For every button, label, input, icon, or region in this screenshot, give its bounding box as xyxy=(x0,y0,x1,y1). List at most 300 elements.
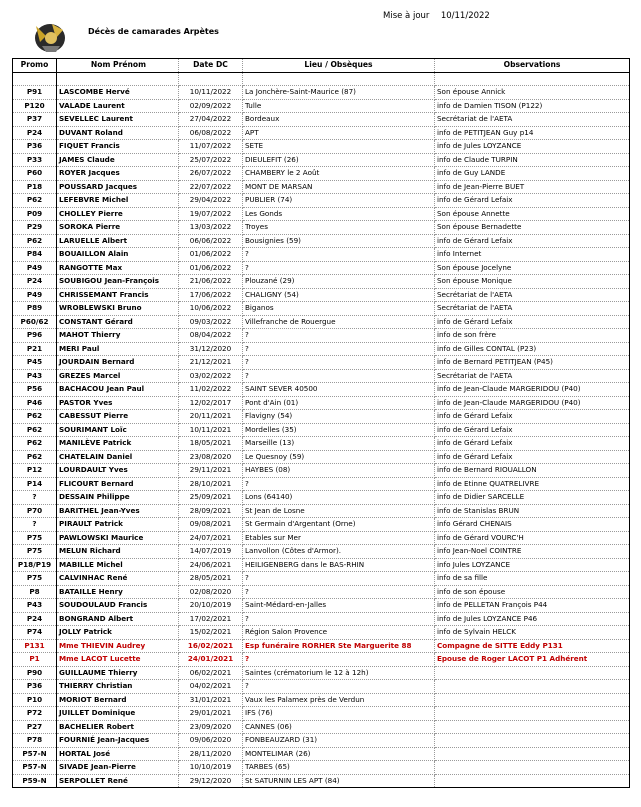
name-cell: LOURDAULT Yves xyxy=(57,464,179,478)
date-cell: 20/11/2021 xyxy=(179,410,243,424)
promo-cell: P72 xyxy=(13,707,57,721)
promo-cell: P49 xyxy=(13,288,57,302)
observation-cell: Son épouse Monique xyxy=(435,275,630,289)
place-cell: ? xyxy=(243,342,435,356)
table-row xyxy=(13,612,630,626)
observation-cell: info de Jules LOYZANCE xyxy=(435,140,630,154)
place-cell: ? xyxy=(243,356,435,370)
table-row xyxy=(13,315,630,329)
place-cell: St SATURNIN LES APT (84) xyxy=(243,774,435,788)
name-cell: MORIOT Bernard xyxy=(57,693,179,707)
name-cell: BACHACOU Jean Paul xyxy=(57,383,179,397)
observation-cell: info de Jean-Pierre BUET xyxy=(435,180,630,194)
column-header-date: Date DC xyxy=(179,59,243,73)
table-row xyxy=(13,720,630,734)
name-cell: Mme LACOT Lucette xyxy=(57,653,179,667)
name-cell: GREZES Marcel xyxy=(57,369,179,383)
place-cell: St Germain d'Argentant (Orne) xyxy=(243,518,435,532)
place-cell: St Jean de Losne xyxy=(243,504,435,518)
observation-cell: Secrétariat de l'AETA xyxy=(435,288,630,302)
table-row xyxy=(13,423,630,437)
promo-cell: P62 xyxy=(13,234,57,248)
promo-cell: P60/62 xyxy=(13,315,57,329)
place-cell: Région Salon Provence xyxy=(243,626,435,640)
observation-cell: info de Guy LANDE xyxy=(435,167,630,181)
place-cell: Bousignies (59) xyxy=(243,234,435,248)
date-cell: 24/01/2021 xyxy=(179,653,243,667)
promo-cell: P43 xyxy=(13,369,57,383)
name-cell: DUVANT Roland xyxy=(57,126,179,140)
date-cell: 02/09/2022 xyxy=(179,99,243,113)
promo-cell: P74 xyxy=(13,626,57,640)
place-cell: ? xyxy=(243,585,435,599)
date-cell: 28/09/2021 xyxy=(179,504,243,518)
promo-cell: P62 xyxy=(13,423,57,437)
table-row xyxy=(13,86,630,100)
name-cell: LEFEBVRE Michel xyxy=(57,194,179,208)
observation-cell: Secrétariat de l'AETA xyxy=(435,302,630,316)
place-cell: Saint-Médard-en-Jalles xyxy=(243,599,435,613)
place-cell: ? xyxy=(243,369,435,383)
promo-cell: P24 xyxy=(13,275,57,289)
place-cell: FONBEAUZARD (31) xyxy=(243,734,435,748)
promo-cell xyxy=(13,72,57,86)
observation-cell: info de son frère xyxy=(435,329,630,343)
observation-cell: info de Bernard RIOUALLON xyxy=(435,464,630,478)
promo-cell: P75 xyxy=(13,531,57,545)
date-cell: 18/05/2021 xyxy=(179,437,243,451)
date-cell: 14/07/2019 xyxy=(179,545,243,559)
observation-cell: info de Claude TURPIN xyxy=(435,153,630,167)
date-cell: 23/08/2020 xyxy=(179,450,243,464)
place-cell: Etables sur Mer xyxy=(243,531,435,545)
column-header-promo: Promo xyxy=(13,59,57,73)
table-row xyxy=(13,504,630,518)
place-cell: ? xyxy=(243,653,435,667)
table-row xyxy=(13,693,630,707)
observation-cell: info de Gérard Lefaix xyxy=(435,315,630,329)
update-date: 10/11/2022 xyxy=(440,11,490,21)
table-row xyxy=(13,261,630,275)
date-cell: 10/06/2022 xyxy=(179,302,243,316)
place-cell: Tulle xyxy=(243,99,435,113)
place-cell: Biganos xyxy=(243,302,435,316)
table-row xyxy=(13,113,630,127)
promo-cell: P10 xyxy=(13,693,57,707)
date-cell: 01/06/2022 xyxy=(179,248,243,262)
place-cell: Plouzané (29) xyxy=(243,275,435,289)
table-row xyxy=(13,329,630,343)
column-header-nom: Nom Prénom xyxy=(57,59,179,73)
table-row xyxy=(13,396,630,410)
name-cell: CALVINHAC René xyxy=(57,572,179,586)
column-header-lieu: Lieu / Obsèques xyxy=(243,59,435,73)
name-cell: JOURDAIN Bernard xyxy=(57,356,179,370)
place-cell: CANNES (06) xyxy=(243,720,435,734)
promo-cell: P29 xyxy=(13,221,57,235)
observation-cell xyxy=(435,747,630,761)
eagle-logo-icon xyxy=(30,16,68,56)
promo-cell: P1 xyxy=(13,653,57,667)
table-row xyxy=(13,410,630,424)
promo-cell: P8 xyxy=(13,585,57,599)
date-cell xyxy=(179,72,243,86)
date-cell: 04/02/2021 xyxy=(179,680,243,694)
name-cell: JUILLET Dominique xyxy=(57,707,179,721)
table-row xyxy=(13,599,630,613)
observation-cell: info de Didier SARCELLE xyxy=(435,491,630,505)
promo-cell: P37 xyxy=(13,113,57,127)
date-cell: 09/06/2020 xyxy=(179,734,243,748)
observation-cell: Son épouse Jocelyne xyxy=(435,261,630,275)
observation-cell: info de Bernard PETITJEAN (P45) xyxy=(435,356,630,370)
date-cell: 20/10/2019 xyxy=(179,599,243,613)
update-info xyxy=(383,11,490,21)
table-row xyxy=(13,207,630,221)
table-row xyxy=(13,126,630,140)
table-row xyxy=(13,491,630,505)
observation-cell: info de Jean-Claude MARGERIDOU (P40) xyxy=(435,383,630,397)
promo-cell: P45 xyxy=(13,356,57,370)
date-cell: 26/07/2022 xyxy=(179,167,243,181)
promo-cell: P62 xyxy=(13,437,57,451)
observation-cell xyxy=(435,666,630,680)
table-row xyxy=(13,518,630,532)
date-cell: 21/12/2021 xyxy=(179,356,243,370)
date-cell: 29/12/2020 xyxy=(179,774,243,788)
place-cell: Troyes xyxy=(243,221,435,235)
promo-cell: P120 xyxy=(13,99,57,113)
observation-cell xyxy=(435,72,630,86)
name-cell: CABESSUT Pierre xyxy=(57,410,179,424)
table-row xyxy=(13,639,630,653)
name-cell: CONSTANT Gérard xyxy=(57,315,179,329)
promo-cell: P18/P19 xyxy=(13,558,57,572)
name-cell: LASCOMBE Hervé xyxy=(57,86,179,100)
name-cell: PIRAULT Patrick xyxy=(57,518,179,532)
table-row xyxy=(13,167,630,181)
table-row xyxy=(13,450,630,464)
place-cell: Les Gonds xyxy=(243,207,435,221)
date-cell: 06/08/2022 xyxy=(179,126,243,140)
date-cell: 15/02/2021 xyxy=(179,626,243,640)
promo-cell: P70 xyxy=(13,504,57,518)
update-label: Mise à jour xyxy=(383,11,430,21)
date-cell: 06/02/2021 xyxy=(179,666,243,680)
promo-cell: P36 xyxy=(13,140,57,154)
table-row xyxy=(13,342,630,356)
place-cell: ? xyxy=(243,261,435,275)
date-cell: 31/01/2021 xyxy=(179,693,243,707)
place-cell: Le Quesnoy (59) xyxy=(243,450,435,464)
date-cell: 27/04/2022 xyxy=(179,113,243,127)
place-cell: Bordeaux xyxy=(243,113,435,127)
name-cell: SERPOLLET René xyxy=(57,774,179,788)
name-cell: SEVELLEC Laurent xyxy=(57,113,179,127)
promo-cell: P75 xyxy=(13,572,57,586)
place-cell: CHALIGNY (54) xyxy=(243,288,435,302)
promo-cell: P27 xyxy=(13,720,57,734)
date-cell: 19/07/2022 xyxy=(179,207,243,221)
name-cell: SOUBIGOU Jean-François xyxy=(57,275,179,289)
page-header xyxy=(0,0,641,58)
name-cell: PASTOR Yves xyxy=(57,396,179,410)
name-cell: CHOLLEY Pierre xyxy=(57,207,179,221)
table-row xyxy=(13,734,630,748)
name-cell: GUILLAUME Thierry xyxy=(57,666,179,680)
place-cell: Lanvollon (Côtes d'Armor). xyxy=(243,545,435,559)
observation-cell: Son épouse Bernadette xyxy=(435,221,630,235)
name-cell: SIVADE Jean-Pierre xyxy=(57,761,179,775)
observation-cell: info Jules LOYZANCE xyxy=(435,558,630,572)
name-cell: RANGOTTE Max xyxy=(57,261,179,275)
place-cell: ? xyxy=(243,612,435,626)
observation-cell: info de Gérard Lefaix xyxy=(435,234,630,248)
date-cell: 16/02/2021 xyxy=(179,639,243,653)
observation-cell: info de Gérard Lefaix xyxy=(435,450,630,464)
deaths-table xyxy=(12,58,630,788)
date-cell: 17/02/2021 xyxy=(179,612,243,626)
promo-cell: ? xyxy=(13,491,57,505)
place-cell: TARBES (65) xyxy=(243,761,435,775)
name-cell: WROBLEWSKI Bruno xyxy=(57,302,179,316)
table-row xyxy=(13,302,630,316)
date-cell: 01/06/2022 xyxy=(179,261,243,275)
place-cell: MONTELIMAR (26) xyxy=(243,747,435,761)
place-cell: La Jonchère-Saint-Maurice (87) xyxy=(243,86,435,100)
table-row xyxy=(13,234,630,248)
promo-cell: P78 xyxy=(13,734,57,748)
name-cell xyxy=(57,72,179,86)
promo-cell: P24 xyxy=(13,612,57,626)
promo-cell: P90 xyxy=(13,666,57,680)
name-cell: SOUDOULAUD Francis xyxy=(57,599,179,613)
promo-cell: P21 xyxy=(13,342,57,356)
place-cell: MONT DE MARSAN xyxy=(243,180,435,194)
observation-cell: info de son épouse xyxy=(435,585,630,599)
name-cell: MERI Paul xyxy=(57,342,179,356)
promo-cell: P49 xyxy=(13,261,57,275)
place-cell: Pont d'Ain (01) xyxy=(243,396,435,410)
table-row xyxy=(13,653,630,667)
table-row xyxy=(13,464,630,478)
name-cell: BONGRAND Albert xyxy=(57,612,179,626)
name-cell: JAMES Claude xyxy=(57,153,179,167)
observation-cell: info de Gérard Lefaix xyxy=(435,423,630,437)
date-cell: 23/09/2020 xyxy=(179,720,243,734)
promo-cell: P62 xyxy=(13,194,57,208)
observation-cell: info de Gérard Lefaix xyxy=(435,410,630,424)
date-cell: 29/04/2022 xyxy=(179,194,243,208)
observation-cell: info de Gérard Lefaix xyxy=(435,194,630,208)
promo-cell: P60 xyxy=(13,167,57,181)
observation-cell: Secrétariat de l'AETA xyxy=(435,113,630,127)
promo-cell: P131 xyxy=(13,639,57,653)
name-cell: CHATELAIN Daniel xyxy=(57,450,179,464)
column-header-observations: Observations xyxy=(435,59,630,73)
observation-cell: info de Gérard VOURC'H xyxy=(435,531,630,545)
place-cell: APT xyxy=(243,126,435,140)
promo-cell: P59-N xyxy=(13,774,57,788)
table-row xyxy=(13,585,630,599)
table-row xyxy=(13,99,630,113)
date-cell: 12/02/2017 xyxy=(179,396,243,410)
table-row xyxy=(13,666,630,680)
promo-cell: P14 xyxy=(13,477,57,491)
name-cell: JOLLY Patrick xyxy=(57,626,179,640)
name-cell: POUSSARD Jacques xyxy=(57,180,179,194)
date-cell: 10/11/2021 xyxy=(179,423,243,437)
place-cell: ? xyxy=(243,477,435,491)
place-cell: Villefranche de Rouergue xyxy=(243,315,435,329)
table-row xyxy=(13,558,630,572)
place-cell: Mordelles (35) xyxy=(243,423,435,437)
observation-cell: info Internet xyxy=(435,248,630,262)
observation-cell xyxy=(435,707,630,721)
observation-cell xyxy=(435,761,630,775)
observation-cell: Epouse de Roger LACOT P1 Adhérent xyxy=(435,653,630,667)
place-cell: Lons (64140) xyxy=(243,491,435,505)
observation-cell: info de Jean-Claude MARGERIDOU (P40) xyxy=(435,396,630,410)
place-cell: IFS (76) xyxy=(243,707,435,721)
observation-cell: info de Gilles CONTAL (P23) xyxy=(435,342,630,356)
place-cell: DIEULEFIT (26) xyxy=(243,153,435,167)
observation-cell: info de Etinne QUATRELIVRE xyxy=(435,477,630,491)
date-cell: 28/05/2021 xyxy=(179,572,243,586)
date-cell: 11/07/2022 xyxy=(179,140,243,154)
table-row xyxy=(13,140,630,154)
promo-cell: P62 xyxy=(13,450,57,464)
promo-cell: P36 xyxy=(13,680,57,694)
date-cell: 11/02/2022 xyxy=(179,383,243,397)
observation-cell: info de sa fille xyxy=(435,572,630,586)
date-cell: 21/06/2022 xyxy=(179,275,243,289)
place-cell: Flavigny (54) xyxy=(243,410,435,424)
promo-cell: P75 xyxy=(13,545,57,559)
name-cell: MAHOT Thierry xyxy=(57,329,179,343)
place-cell: Marseille (13) xyxy=(243,437,435,451)
table-row xyxy=(13,626,630,640)
name-cell: ROYER Jacques xyxy=(57,167,179,181)
name-cell: FLICOURT Bernard xyxy=(57,477,179,491)
name-cell: VALADE Laurent xyxy=(57,99,179,113)
date-cell: 03/02/2022 xyxy=(179,369,243,383)
promo-cell: P57-N xyxy=(13,761,57,775)
promo-cell: P18 xyxy=(13,180,57,194)
observation-cell: Compagne de SITTE Eddy P131 xyxy=(435,639,630,653)
promo-cell: P09 xyxy=(13,207,57,221)
table-row xyxy=(13,248,630,262)
table-row xyxy=(13,356,630,370)
table-row xyxy=(13,572,630,586)
name-cell: BATAILLE Henry xyxy=(57,585,179,599)
table-row xyxy=(13,774,630,788)
name-cell: BOUAILLON Alain xyxy=(57,248,179,262)
table-row xyxy=(13,680,630,694)
observation-cell: info de Damien TISON (P122) xyxy=(435,99,630,113)
name-cell: SOURIMANT Loïc xyxy=(57,423,179,437)
table-row xyxy=(13,288,630,302)
place-cell: PUBLIER (74) xyxy=(243,194,435,208)
table-row xyxy=(13,383,630,397)
observation-cell: Son épouse Annick xyxy=(435,86,630,100)
table-row xyxy=(13,545,630,559)
table-row xyxy=(13,72,630,86)
observation-cell xyxy=(435,693,630,707)
place-cell: Saintes (crématorium le 12 à 12h) xyxy=(243,666,435,680)
promo-cell: P12 xyxy=(13,464,57,478)
date-cell: 08/04/2022 xyxy=(179,329,243,343)
table-row xyxy=(13,369,630,383)
promo-cell: P96 xyxy=(13,329,57,343)
date-cell: 10/11/2022 xyxy=(179,86,243,100)
name-cell: MANILÈVE Patrick xyxy=(57,437,179,451)
table-row xyxy=(13,761,630,775)
table-row xyxy=(13,531,630,545)
promo-cell: P24 xyxy=(13,126,57,140)
place-cell: ? xyxy=(243,329,435,343)
date-cell: 06/06/2022 xyxy=(179,234,243,248)
table-row xyxy=(13,194,630,208)
date-cell: 29/11/2021 xyxy=(179,464,243,478)
table-row xyxy=(13,707,630,721)
date-cell: 28/11/2020 xyxy=(179,747,243,761)
place-cell: HEILIGENBERG dans le BAS-RHIN xyxy=(243,558,435,572)
observation-cell: info de PETITJEAN Guy p14 xyxy=(435,126,630,140)
name-cell: MABILLE Michel xyxy=(57,558,179,572)
name-cell: CHRISSEMANT Francis xyxy=(57,288,179,302)
promo-cell: P46 xyxy=(13,396,57,410)
observation-cell xyxy=(435,734,630,748)
table-row xyxy=(13,437,630,451)
promo-cell: P57-N xyxy=(13,747,57,761)
date-cell: 10/10/2019 xyxy=(179,761,243,775)
place-cell: Vaux les Palamex près de Verdun xyxy=(243,693,435,707)
observation-cell: info Gérard CHENAIS xyxy=(435,518,630,532)
table-row xyxy=(13,477,630,491)
table-row xyxy=(13,180,630,194)
date-cell: 24/06/2021 xyxy=(179,558,243,572)
name-cell: FIQUET Francis xyxy=(57,140,179,154)
promo-cell: P43 xyxy=(13,599,57,613)
name-cell: LARUELLE Albert xyxy=(57,234,179,248)
date-cell: 28/10/2021 xyxy=(179,477,243,491)
promo-cell: P56 xyxy=(13,383,57,397)
date-cell: 25/09/2021 xyxy=(179,491,243,505)
date-cell: 22/07/2022 xyxy=(179,180,243,194)
promo-cell: P84 xyxy=(13,248,57,262)
observation-cell: info Jean-Noel COINTRE xyxy=(435,545,630,559)
observation-cell: info de Sylvain HELCK xyxy=(435,626,630,640)
name-cell: DESSAIN Philippe xyxy=(57,491,179,505)
observation-cell: info de Gérard Lefaix xyxy=(435,437,630,451)
observation-cell xyxy=(435,720,630,734)
date-cell: 09/08/2021 xyxy=(179,518,243,532)
name-cell: MELUN Richard xyxy=(57,545,179,559)
date-cell: 24/07/2021 xyxy=(179,531,243,545)
name-cell: THIERRY Christian xyxy=(57,680,179,694)
place-cell: ? xyxy=(243,572,435,586)
promo-cell: ? xyxy=(13,518,57,532)
table-row xyxy=(13,153,630,167)
date-cell: 31/12/2020 xyxy=(179,342,243,356)
promo-cell: P33 xyxy=(13,153,57,167)
observation-cell: Son épouse Annette xyxy=(435,207,630,221)
name-cell: FOURNIÉ Jean-Jacques xyxy=(57,734,179,748)
document-title: Décès de camarades Arpètes xyxy=(88,27,219,36)
name-cell: BARITHEL Jean-Yves xyxy=(57,504,179,518)
name-cell: HORTAL José xyxy=(57,747,179,761)
